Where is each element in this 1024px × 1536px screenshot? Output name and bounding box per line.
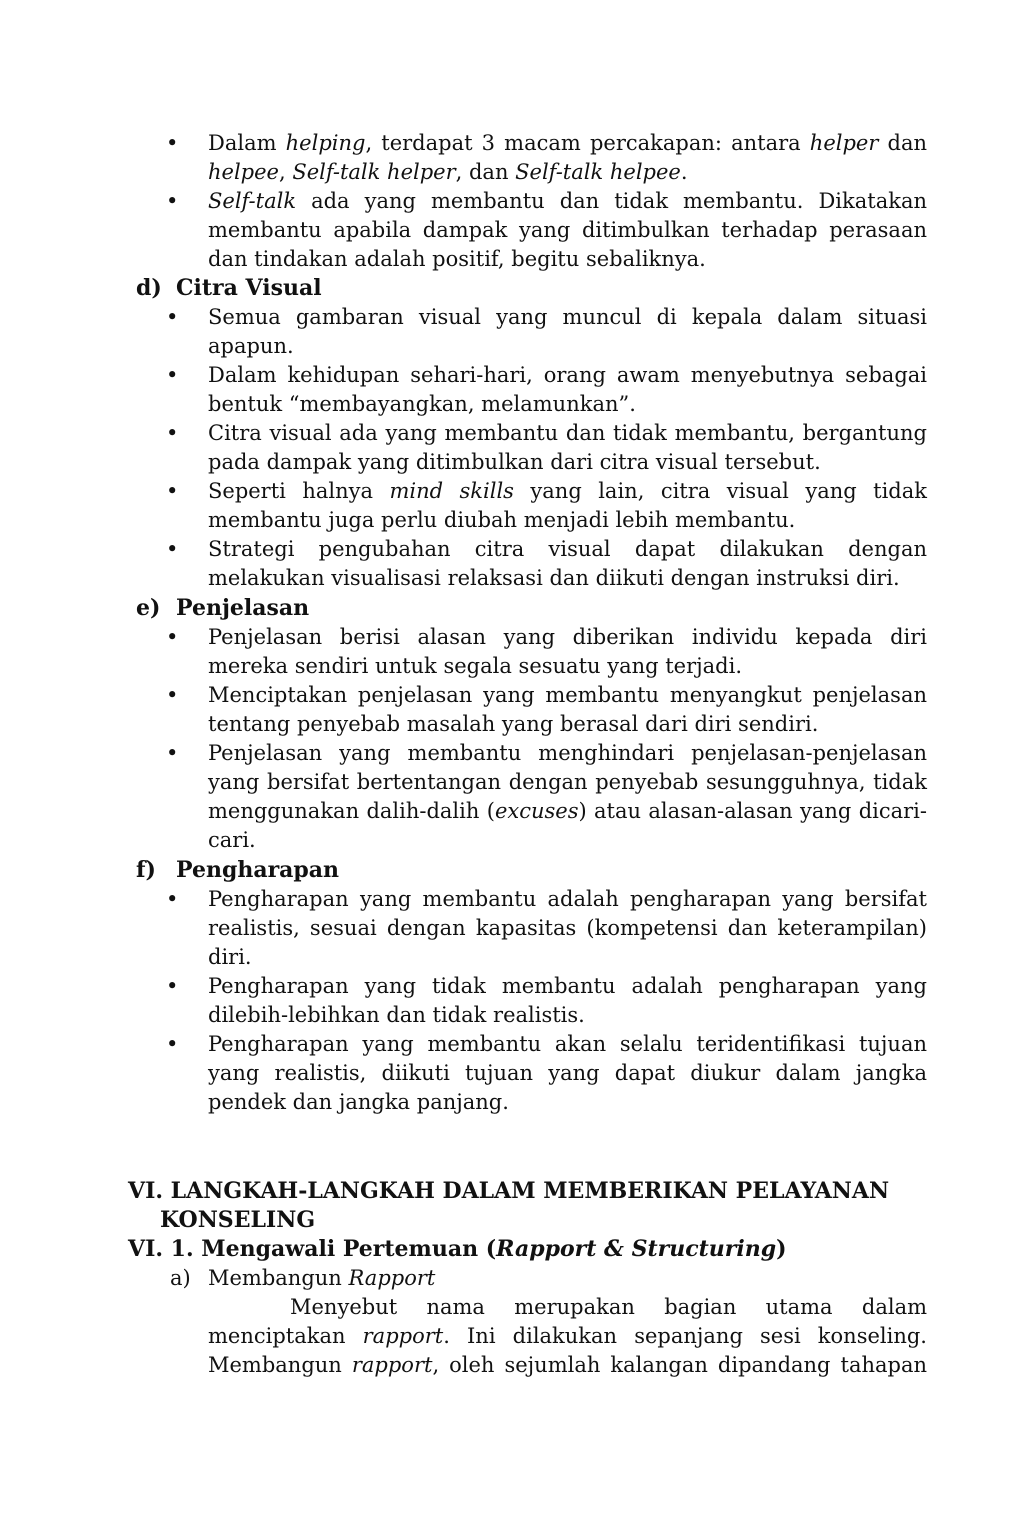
bullet-icon: • xyxy=(166,131,179,155)
chapter-title-line1: VI. LANGKAH-LANGKAH DALAM MEMBERIKAN PELAYANAN xyxy=(128,1178,890,1204)
section-f-marker: f) xyxy=(136,857,156,883)
text-run: mereka sendiri untuk segala sesuatu yang terjadi. xyxy=(208,654,743,678)
text-run: , dan xyxy=(455,160,516,184)
text-run: Menciptakan penjelasan yang membantu menyangkut penjelasan xyxy=(208,683,927,707)
text-run: Pengharapan yang tidak membantu adalah pengharapan yang xyxy=(208,974,927,998)
subchapter-title-prefix: VI. 1. Mengawali Pertemuan ( xyxy=(128,1236,497,1262)
list-item-line xyxy=(208,419,927,448)
italic-term: Self-talk helpee xyxy=(515,160,681,184)
list-item-line xyxy=(208,943,927,972)
text-run: , terdapat 3 macam percakapan: antara xyxy=(365,131,810,155)
paragraph-line xyxy=(290,1293,927,1322)
bullet-icon: • xyxy=(166,537,179,561)
chapter-title-line2: KONSELING xyxy=(160,1207,316,1233)
text-run: , oleh sejumlah kalangan dipandang tahapan xyxy=(432,1353,928,1377)
bullet-icon: • xyxy=(166,189,179,213)
list-item-line xyxy=(208,303,927,332)
text-run: yang lain, citra visual yang tidak xyxy=(513,479,927,503)
bullet-icon: • xyxy=(166,683,179,707)
text-run: apapun. xyxy=(208,334,294,358)
section-d-marker: d) xyxy=(136,275,162,301)
list-item-line xyxy=(208,885,927,914)
text-run: bentuk “membayangkan, melamunkan”. xyxy=(208,392,636,416)
italic-term: rapport xyxy=(362,1324,444,1348)
text-run: cari. xyxy=(208,828,256,852)
list-item-line xyxy=(208,564,927,593)
text-run: Citra visual ada yang membantu dan tidak membantu, bergantung xyxy=(208,421,927,445)
list-item-line xyxy=(208,710,927,739)
bullet-icon: • xyxy=(166,974,179,998)
text-run: ada yang membantu dan tidak membantu. Dikatakan xyxy=(296,189,927,213)
italic-term: Self-talk xyxy=(208,189,297,213)
text-run: . Ini dilakukan sepanjang sesi konseling. xyxy=(443,1324,927,1348)
text-run: Strategi pengubahan citra visual dapat dilakukan dengan xyxy=(208,537,927,561)
text-run: diri. xyxy=(208,945,252,969)
text-run: pada dampak yang ditimbulkan dari citra visual tersebut. xyxy=(208,450,821,474)
list-item-line xyxy=(208,158,927,187)
text-run: Seperti halnya xyxy=(208,479,390,503)
section-e-marker: e) xyxy=(136,595,161,621)
list-item-line xyxy=(208,506,927,535)
text-run: yang realistis, diikuti tujuan yang dapat diukur dalam jangka xyxy=(208,1061,927,1085)
item-a-italic: Rapport xyxy=(348,1266,436,1290)
subchapter-title-italic: Rapport & Structuring xyxy=(496,1236,777,1262)
list-item-line xyxy=(208,1059,927,1088)
text-run: menggunakan dalih-dalih ( xyxy=(208,799,495,823)
text-run: dilebih-lebihkan dan tidak realistis. xyxy=(208,1003,585,1027)
list-item-line xyxy=(208,768,927,797)
list-item-line xyxy=(208,1030,927,1059)
text-run: dan xyxy=(878,131,928,155)
text-run: Pengharapan yang membantu adalah pengharapan yang bersifat xyxy=(208,887,927,911)
italic-term: rapport xyxy=(351,1353,433,1377)
list-item-line xyxy=(208,535,927,564)
text-run: pendek dan jangka panjang. xyxy=(208,1090,509,1114)
item-a-prefix: Membangun xyxy=(208,1266,349,1290)
list-item-line xyxy=(208,623,927,652)
list-item-line xyxy=(208,1088,927,1117)
bullet-icon: • xyxy=(166,625,179,649)
text-run: yang bersifat bertentangan dengan penyebab sesungguhnya, tidak xyxy=(208,770,927,794)
italic-term: mind skills xyxy=(389,479,514,503)
italic-term: helping xyxy=(285,131,366,155)
bullet-icon: • xyxy=(166,887,179,911)
list-item-line xyxy=(208,245,927,274)
subchapter-title-suffix: ) xyxy=(776,1236,787,1262)
text-run: membantu juga perlu diubah menjadi lebih membantu. xyxy=(208,508,796,532)
text-run: tentang penyebab masalah yang berasal dari diri sendiri. xyxy=(208,712,819,736)
text-run: Membangun xyxy=(208,1353,352,1377)
text-run: Dalam kehidupan sehari-hari, orang awam menyebutnya sebagai xyxy=(208,363,927,387)
text-run: Pengharapan yang membantu akan selalu teridentifikasi tujuan xyxy=(208,1032,927,1056)
text-run: melakukan visualisasi relaksasi dan diikuti dengan instruksi diri. xyxy=(208,566,900,590)
subchapter-title xyxy=(128,1235,787,1264)
section-d-heading xyxy=(136,274,322,303)
bullet-icon: • xyxy=(166,363,179,387)
text-run: Penjelasan yang membantu menghindari penjelasan-penjelasan xyxy=(208,741,927,765)
paragraph-line xyxy=(208,1351,927,1380)
list-item-line xyxy=(208,361,927,390)
italic-term: Self-talk helper xyxy=(292,160,456,184)
paragraph-line xyxy=(208,1322,927,1351)
list-item-line xyxy=(208,390,927,419)
list-item-line xyxy=(208,477,927,506)
section-e-title: Penjelasan xyxy=(176,595,310,621)
section-d-title: Citra Visual xyxy=(176,275,322,301)
text-run: Semua gambaran visual yang muncul di kepala dalam situasi xyxy=(208,305,927,329)
text-run: menciptakan xyxy=(208,1324,363,1348)
text-run: Penjelasan berisi alasan yang diberikan individu kepada diri xyxy=(208,625,927,649)
bullet-icon: • xyxy=(166,305,179,329)
list-item-line xyxy=(208,332,927,361)
text-run: , xyxy=(278,160,293,184)
list-item-line xyxy=(208,681,927,710)
item-a-marker: a) xyxy=(170,1266,191,1290)
list-item-line xyxy=(208,216,927,245)
list-item-line xyxy=(208,1001,927,1030)
list-item-line xyxy=(208,739,927,768)
list-item-line xyxy=(208,914,927,943)
list-item-line xyxy=(208,826,927,855)
section-e-heading xyxy=(136,594,309,623)
section-f-heading xyxy=(136,856,339,885)
section-f-title: Pengharapan xyxy=(176,857,340,883)
text-run: dan tindakan adalah positif, begitu sebaliknya. xyxy=(208,247,706,271)
text-run: ) atau alasan-alasan yang dicari- xyxy=(578,799,927,823)
text-run: membantu apabila dampak yang ditimbulkan terhadap perasaan xyxy=(208,218,927,242)
list-item-line xyxy=(208,448,927,477)
text-run: . xyxy=(680,160,688,184)
bullet-icon: • xyxy=(166,421,179,445)
list-item-line xyxy=(208,972,927,1001)
bullet-icon: • xyxy=(166,1032,179,1056)
italic-term: excuses xyxy=(494,799,579,823)
italic-term: helpee xyxy=(208,160,279,184)
bullet-icon: • xyxy=(166,741,179,765)
text-run: Menyebut nama merupakan bagian utama dalam xyxy=(290,1295,927,1319)
list-item-line xyxy=(208,797,927,826)
list-item-line xyxy=(208,187,927,216)
list-item-line xyxy=(208,652,927,681)
italic-term: helper xyxy=(809,131,879,155)
item-a-heading xyxy=(170,1264,435,1293)
text-run: Dalam xyxy=(208,131,286,155)
text-run: realistis, sesuai dengan kapasitas (kompetensi dan keterampilan) xyxy=(208,916,927,940)
list-item-line xyxy=(208,129,927,158)
bullet-icon: • xyxy=(166,479,179,503)
